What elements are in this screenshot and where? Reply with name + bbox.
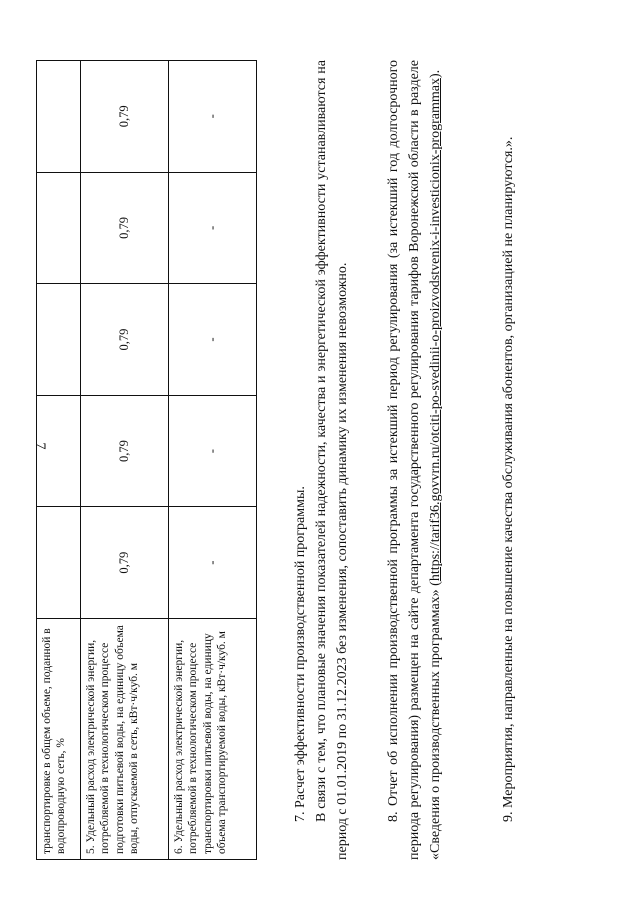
section-7	[290, 60, 353, 860]
section-7-paragraph: В связи с тем, что плановые значения показателей надежности, качества и энергетической эффективности устанавливаются на период с 01.01.2019 по 31.12.2023 без изменения, сопоставить динамику их изменения невозможно.	[314, 60, 350, 860]
table-row-label: 5. Удельный расход электрической энергии, потребляемой в технологическом процессе подготовки питьевой воды, на единицу объема воды, отпускаемой в сеть, кВт·ч/куб. м	[81, 619, 169, 860]
table-cell-value: -	[169, 284, 257, 396]
table-cell-value: 0,79	[81, 172, 169, 284]
table-cell-value: 0,79	[81, 61, 169, 173]
table-cell-value	[37, 395, 81, 507]
table-cell-value: -	[169, 61, 257, 173]
table-cell-value: -	[169, 507, 257, 619]
table-row-label: транспортировке в общем объеме, поданной в водопроводную сеть, %	[37, 619, 81, 860]
table-cell-value: 0,79	[81, 507, 169, 619]
table-row-label: 6. Удельный расход электрической энергии, потребляемой в технологическом процессе транспортировки питьевой воды, на единицу объема транспортируемой воды, кВт·ч/куб. м	[169, 619, 257, 860]
table-cell-value	[37, 61, 81, 173]
section-8-text: 8. Отчет об исполнении производственной программы за истекший период регулирования (за истекший год долгосрочного периода регулирования) размещен на сайте департамента государственного регулирования тарифов Воронежской области в разделе «Сведения о производственных программах» (	[386, 60, 443, 860]
page-number: 7	[32, 442, 48, 450]
table-row	[169, 61, 257, 860]
table-cell-value: -	[169, 172, 257, 284]
table-cell-value: 0,79	[81, 284, 169, 396]
section-7-heading: 7. Расчет эффективности производственной программы.	[293, 486, 308, 822]
rotated-page-content	[28, 22, 628, 882]
section-8-paragraph	[383, 60, 446, 860]
table-row	[81, 61, 169, 860]
table-row	[37, 61, 81, 860]
table-cell-value: -	[169, 395, 257, 507]
section-9-paragraph: 9. Мероприятия, направленные на повышение качества обслуживания абонентов, организацией не планируются.».	[501, 136, 516, 822]
indicators-table	[36, 60, 257, 860]
table-cell-value	[37, 507, 81, 619]
section-8-link[interactable]: https://tarif36.govvrn.ru/otciti-po-svedinii-o-proizvodstvenix-i-investicionix-programmax	[428, 78, 443, 582]
table-cell-value	[37, 172, 81, 284]
table-cell-value	[37, 284, 81, 396]
table-cell-value: 0,79	[81, 395, 169, 507]
section-9	[498, 60, 519, 860]
section-8	[383, 60, 446, 860]
section-8-tail: ).	[428, 69, 443, 79]
